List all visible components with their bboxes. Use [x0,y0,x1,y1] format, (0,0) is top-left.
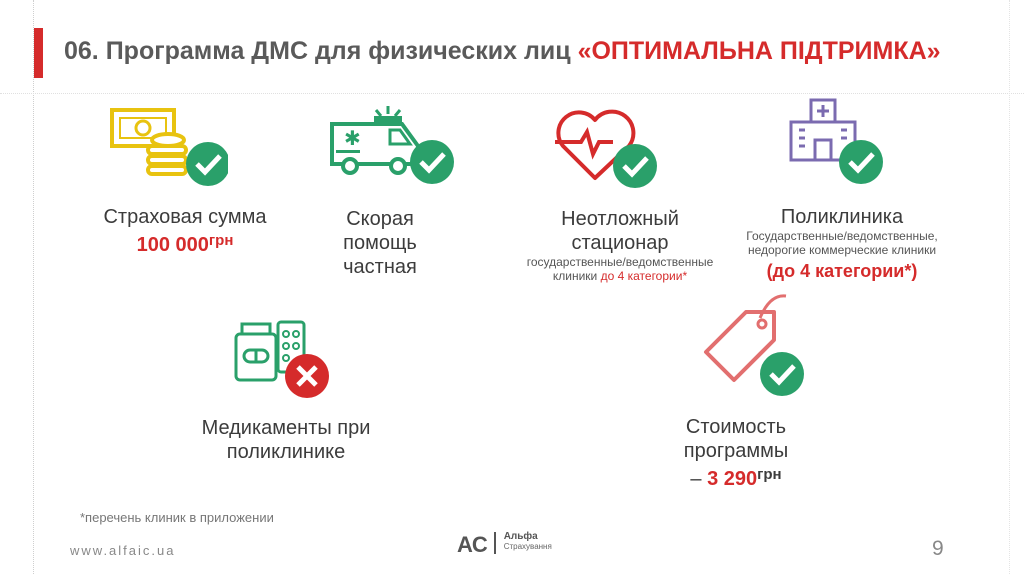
page-number: 9 [932,537,944,560]
clinic-building-icon [787,96,887,188]
company-logo [457,532,552,558]
polyclinic-note-line1: Государственные/ведомственные, [746,229,938,243]
cost-line2: программы [683,440,789,462]
ambulance-block [320,207,440,279]
left-guide-line [33,0,34,574]
ambulance-line2: помощь [343,232,417,254]
ambulance-line1: Скорая [346,208,414,230]
insurance-sum-label: Страховая сумма [103,206,267,228]
hospital-line2: стационар [571,232,669,254]
title-accent-bar [34,28,43,78]
logo-sub: Страхування [503,542,552,551]
polyclinic-title: Поликлиника [780,206,904,228]
hospital-note-line2: клиники [552,269,601,283]
logo-name: Альфа [503,531,538,542]
cost-dash: – [690,468,708,490]
medicines-block [166,416,406,464]
hospital-note-line1: государственные/ведомственные [526,255,714,269]
svg-text:✱: ✱ [344,126,361,150]
emergency-hospital-block [490,207,750,283]
insurance-sum-unit: грн [208,232,234,249]
polyclinic-block [712,205,972,283]
heart-pulse-icon [553,104,663,194]
polyclinic-note-line2: недорогие коммерческие клиники [747,243,937,257]
ambulance-icon [328,100,458,190]
hospital-line1: Неотложный [561,208,679,230]
medicines-line1: Медикаменты при [201,417,371,439]
cost-unit: грн [757,466,782,483]
cost-line1: Стоимость [685,416,787,438]
header-divider [0,93,1024,94]
footer-url[interactable]: www.alfaic.ua [70,543,176,558]
cost-value: 3 290 [707,468,758,490]
insurance-sum-value: 100 000 [136,234,209,256]
footnote: *перечень клиник в приложении [80,510,274,525]
title-highlight: «ОПТИМАЛЬНА ПІДТРИМКА» [577,37,941,65]
hospital-note-highlight: до 4 категории* [600,269,688,283]
medicines-line2: поликлинике [226,441,346,463]
insurance-sum-block [60,205,310,257]
page-title [64,37,941,66]
medicines-icon [232,320,332,400]
title-prefix: 06. Программа ДМС для физических лиц [64,37,578,65]
ambulance-line3: частная [343,256,417,278]
right-guide-line [1009,0,1010,574]
program-cost-block [626,415,846,491]
polyclinic-categories: (до 4 категории*) [766,261,918,281]
price-tag-icon [700,288,810,400]
logo-mark: AC [457,532,487,557]
money-icon [108,108,228,188]
